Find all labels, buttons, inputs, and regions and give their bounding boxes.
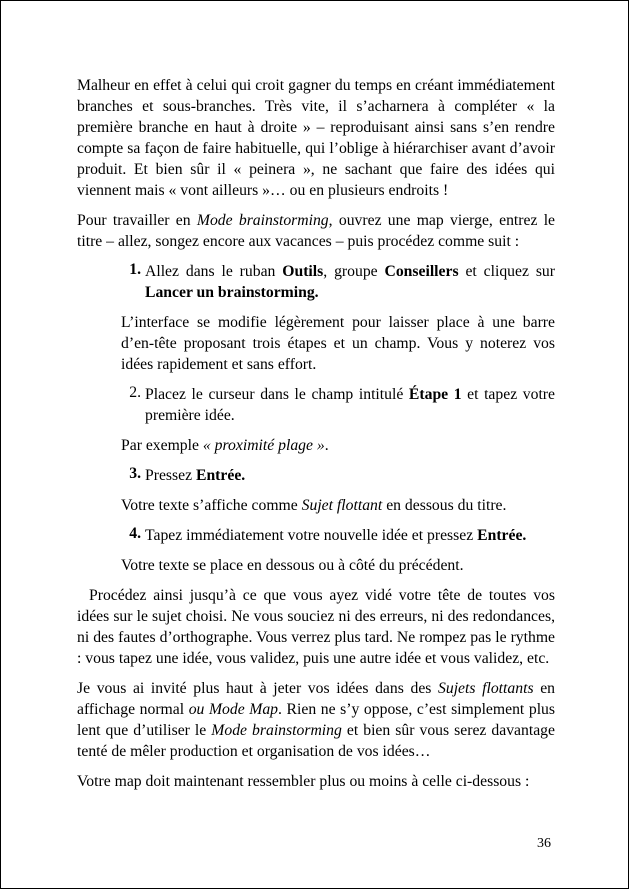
italic-term: Mode brainstorming bbox=[196, 212, 329, 229]
step-number: 1. bbox=[129, 261, 141, 278]
italic-term: Sujet flottant bbox=[301, 497, 383, 514]
step-number: 2. bbox=[129, 384, 141, 401]
text-span: Tapez immédiatement votre nouvelle idée et pressez bbox=[145, 527, 478, 544]
step-text bbox=[145, 465, 555, 486]
text-span: Par exemple bbox=[121, 437, 203, 454]
step-3-note bbox=[121, 495, 555, 516]
text-span: . bbox=[324, 437, 329, 454]
step-text bbox=[145, 525, 555, 546]
text-span: Placez le curseur dans le champ intitulé bbox=[145, 386, 409, 403]
text-span: et tapez votre première idée. bbox=[145, 386, 555, 424]
italic-term: « proximité plage » bbox=[202, 437, 325, 454]
bold-term: Étape 1 bbox=[408, 386, 462, 403]
page-body bbox=[77, 75, 555, 792]
step-text bbox=[145, 384, 555, 426]
paragraph-1: Malheur en effet à celui qui croit gagner du temps en créant immédiatement branches et sous-branches. Très vite, il s’acharnera à compléter « la première branche en haut à droite » – reproduisant ainsi sans s’en rendre compte sa façon de faire habituelle, qui l’oblige à hiérarchiser avant d’avoir produit. Et bien sûr il « peinera », ne sachant que faire des idées qui viennent mais « vont ailleurs »… ou en plusieurs endroits ! bbox=[77, 77, 555, 199]
text-span: . Rien ne s’y oppose, c’est simplement plus lent que d’utiliser le bbox=[77, 701, 556, 739]
step-number: 4. bbox=[129, 525, 141, 542]
italic-term: ou Mode Map bbox=[188, 701, 279, 718]
text-span: , ouvrez une map vierge, entrez le titre – allez, songez encore aux vacances – puis procédez comme suit : bbox=[77, 212, 556, 250]
bold-term: Lancer un brainstorming. bbox=[145, 284, 319, 301]
step-1 bbox=[121, 261, 555, 303]
step-2-note bbox=[121, 435, 555, 456]
step-1-note: L’interface se modifie légèrement pour laisser place à une barre d’en-tête proposant trois étapes et un champ. Vous y noterez vos idées rapidement et sans effort. bbox=[121, 314, 555, 373]
text-span: en dessous du titre. bbox=[382, 497, 507, 514]
text-span: Pressez bbox=[145, 467, 196, 484]
text-span: et bien sûr vous serez davantage tenté de mêler production et organisation de vos idées… bbox=[77, 722, 555, 760]
bold-term: Entrée. bbox=[195, 467, 246, 484]
text-span: Allez dans le ruban bbox=[145, 263, 283, 280]
text-span: en affichage normal bbox=[77, 680, 556, 718]
bold-term: Conseillers bbox=[384, 263, 459, 280]
paragraph-3: Procédez ainsi jusqu’à ce que vous ayez vidé votre tête de toutes vos idées sur le sujet choisi. Ne vous souciez ni des erreurs, ni des redondances, ni des fautes d’orthographe. Vous verrez plus tard. Ne rompez pas le rythme : vous tapez une idée, vous validez, puis une autre idée et vous validez, etc. bbox=[77, 587, 555, 667]
paragraph-5: Votre map doit maintenant ressembler plus ou moins à celle ci-dessous : bbox=[77, 773, 530, 790]
bold-term: Entrée. bbox=[477, 527, 527, 544]
step-2 bbox=[121, 384, 555, 426]
text-span: Votre texte s’affiche comme bbox=[121, 497, 302, 514]
paragraph-4 bbox=[77, 678, 555, 762]
text-span: , groupe bbox=[323, 263, 385, 280]
page-number: 36 bbox=[537, 836, 551, 851]
paragraph-2 bbox=[77, 210, 555, 252]
text-span: Pour travailler en bbox=[77, 212, 197, 229]
italic-term: Mode brainstorming bbox=[211, 722, 342, 739]
text-span: et cliquez sur bbox=[458, 263, 555, 280]
step-3 bbox=[121, 465, 555, 486]
bold-term: Outils bbox=[282, 263, 324, 280]
step-4 bbox=[121, 525, 555, 546]
step-number: 3. bbox=[129, 465, 141, 482]
italic-term: Sujets flottants bbox=[438, 680, 534, 697]
text-span: Je vous ai invité plus haut à jeter vos idées dans des bbox=[77, 680, 439, 697]
step-text bbox=[145, 261, 555, 303]
step-4-note: Votre texte se place en dessous ou à côté du précédent. bbox=[121, 557, 464, 574]
